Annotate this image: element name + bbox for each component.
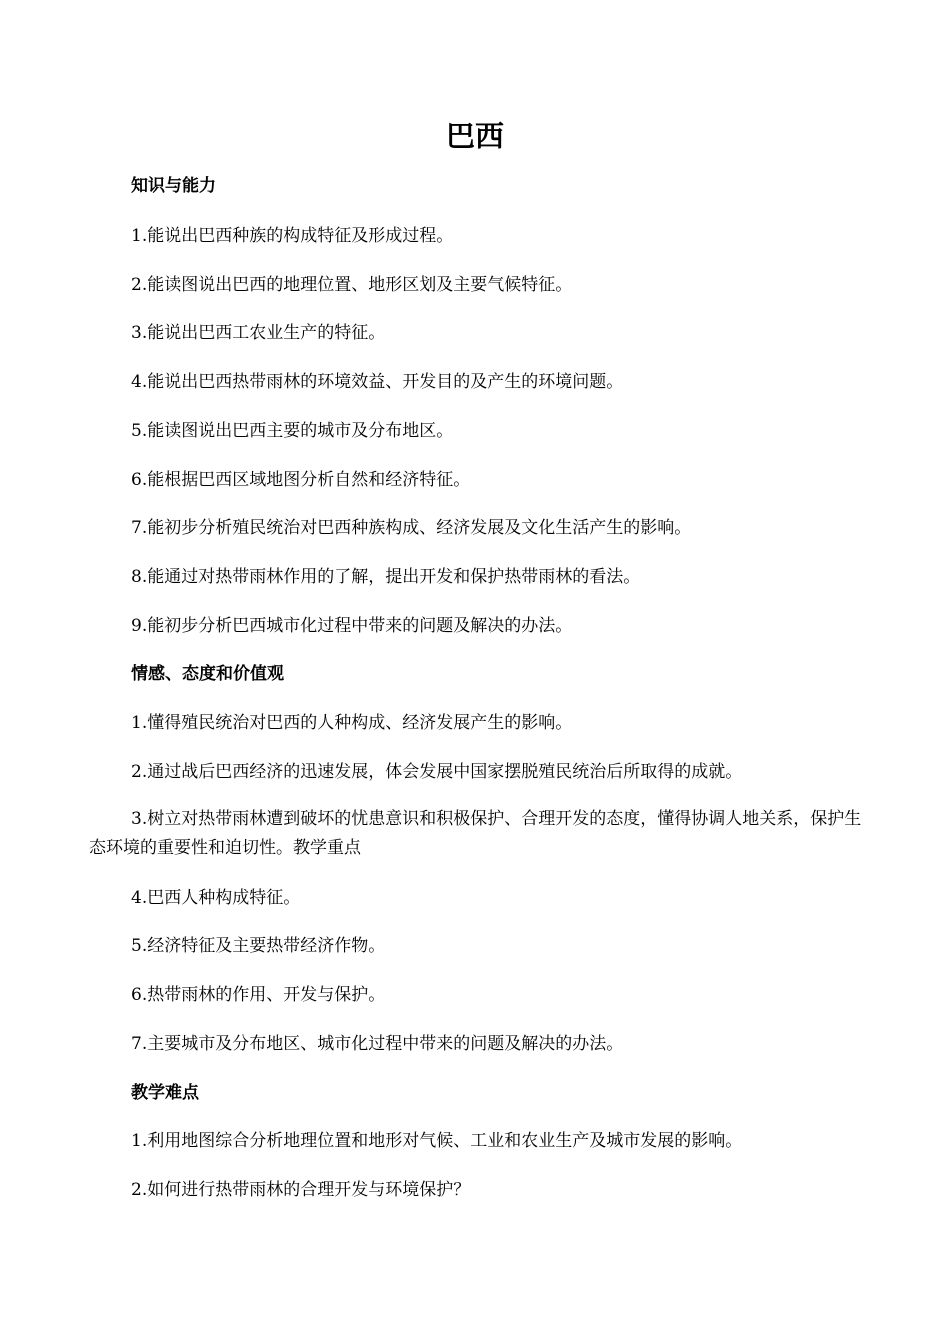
section-heading-values: 情感、态度和价值观 xyxy=(131,664,284,684)
page-title: 巴西 xyxy=(445,119,504,153)
section-heading-difficulties: 教学难点 xyxy=(131,1083,199,1103)
values-item-5: 5.经济特征及主要热带经济作物。 xyxy=(131,936,386,956)
knowledge-item-2: 2.能读图说出巴西的地理位置、地形区划及主要气候特征。 xyxy=(131,275,573,295)
knowledge-item-7: 7.能初步分析殖民统治对巴西种族构成、经济发展及文化生活产生的影响。 xyxy=(131,518,692,538)
knowledge-item-1: 1.能说出巴西种族的构成特征及形成过程。 xyxy=(131,226,454,246)
knowledge-item-9: 9.能初步分析巴西城市化过程中带来的问题及解决的办法。 xyxy=(131,616,573,636)
difficulties-item-1: 1.利用地图综合分析地理位置和地形对气候、工业和农业生产及城市发展的影响。 xyxy=(131,1131,743,1151)
values-item-6: 6.热带雨林的作用、开发与保护。 xyxy=(131,985,386,1005)
section-heading-knowledge: 知识与能力 xyxy=(131,176,216,196)
knowledge-item-5: 5.能读图说出巴西主要的城市及分布地区。 xyxy=(131,421,454,441)
knowledge-item-6: 6.能根据巴西区域地图分析自然和经济特征。 xyxy=(131,470,471,490)
values-item-1: 1.懂得殖民统治对巴西的人种构成、经济发展产生的影响。 xyxy=(131,713,573,733)
values-item-2: 2.通过战后巴西经济的迅速发展，体会发展中国家摆脱殖民统治后所取得的成就。 xyxy=(131,762,743,782)
knowledge-item-8: 8.能通过对热带雨林作用的了解，提出开发和保护热带雨林的看法。 xyxy=(131,567,641,587)
values-item-7: 7.主要城市及分布地区、城市化过程中带来的问题及解决的办法。 xyxy=(131,1034,624,1054)
knowledge-item-3: 3.能说出巴西工农业生产的特征。 xyxy=(131,323,386,343)
knowledge-item-4: 4.能说出巴西热带雨林的环境效益、开发目的及产生的环境问题。 xyxy=(131,372,624,392)
values-item-4: 4.巴西人种构成特征。 xyxy=(131,888,301,908)
difficulties-item-2: 2.如何进行热带雨林的合理开发与环境保护？ xyxy=(131,1180,471,1200)
values-item-3: 3.树立对热带雨林遭到破坏的忧患意识和积极保护、合理开发的态度，懂得协调人地关系，保护生态环境的重要性和迫切性。教学重点 xyxy=(89,809,862,858)
